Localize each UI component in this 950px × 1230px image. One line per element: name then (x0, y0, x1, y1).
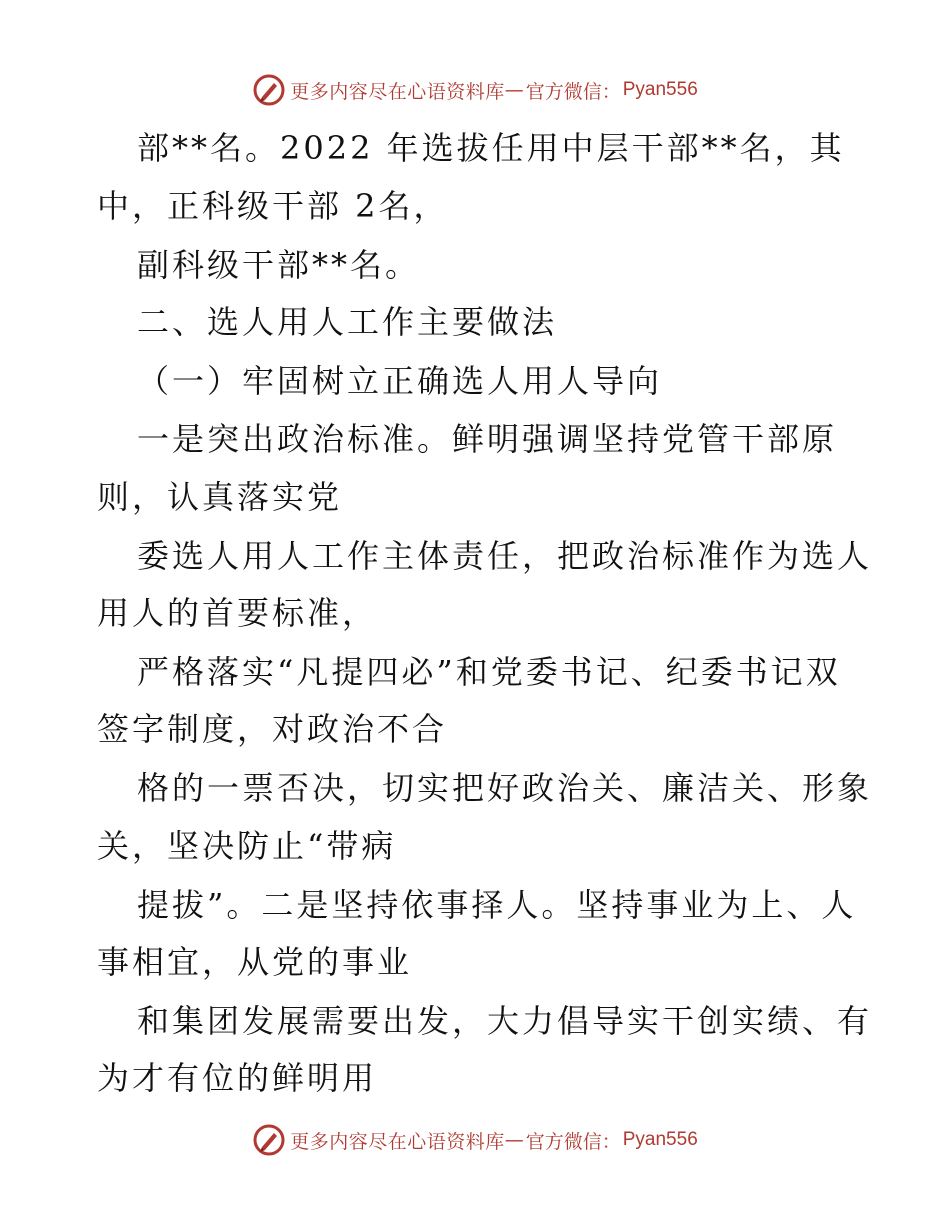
text-line: 签字制度，对政治不合 (97, 710, 448, 748)
text-line: 用人的首要标准， (97, 594, 378, 632)
text-line: 则，认真落实党 (97, 478, 343, 516)
text-line: 提拔”。二是坚持依事择人。坚持事业为上、人 (137, 886, 857, 924)
banner-text: 更多内容尽在心语资料库 (290, 80, 505, 103)
text-line: 格的一票否决，切实把好政治关、廉洁关、形象 (137, 769, 873, 807)
banner-wechat-label: 官方微信： (525, 1130, 621, 1153)
text-line: 严格落实“凡提四必”和党委书记、纪委书记双 (137, 653, 841, 691)
text-line: 和集团发展需要出发，大力倡导实干创实绩、有 (137, 1002, 873, 1040)
banner-dash: — (504, 1129, 524, 1151)
pen-logo-icon (252, 1123, 286, 1157)
banner-wechat-id: Pyan556 (622, 1129, 698, 1150)
banner-text: 更多内容尽在心语资料库 (290, 1130, 505, 1153)
text-line: 二、选人用人工作主要做法 (137, 303, 558, 341)
text-line: 副科级干部**名。 (137, 246, 421, 284)
text-line: 关，坚决防止“带病 (97, 827, 397, 865)
text-line: 委选人用人工作主体责任，把政治标准作为选人 (137, 537, 873, 575)
text-line: 事相宜，从党的事业 (97, 943, 413, 981)
text-line: 为才有位的鲜明用 (97, 1059, 378, 1097)
banner-wechat-label: 官方微信： (525, 80, 621, 103)
text-line: （一）牢固树立正确选人用人导向 (137, 362, 663, 400)
banner-wechat-id: Pyan556 (622, 79, 698, 100)
banner-dash: — (504, 79, 524, 101)
text-line: 一是突出政治标准。鲜明强调坚持党管干部原 (137, 420, 838, 458)
text-line: 中，正科级干部 2名， (97, 187, 449, 225)
text-line: 部**名。2022 年选拔任用中层干部**名，其 (137, 129, 845, 167)
footer-banner (0, 1120, 950, 1160)
